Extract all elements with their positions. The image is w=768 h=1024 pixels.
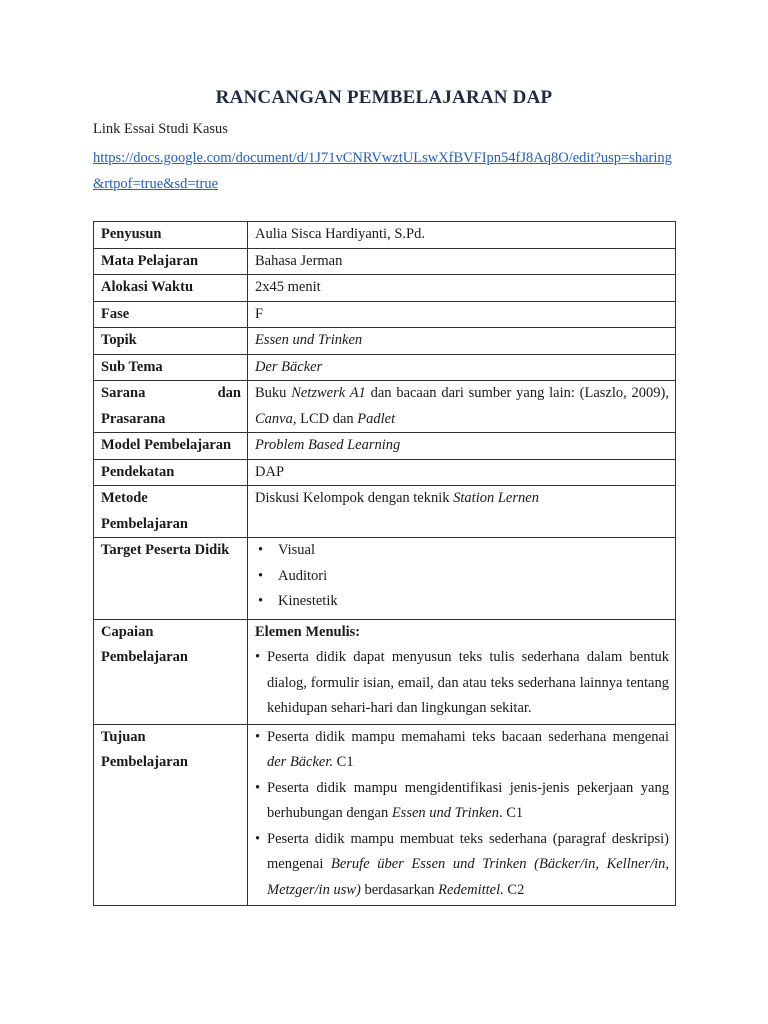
row-value bbox=[248, 724, 676, 906]
table-row bbox=[94, 301, 676, 328]
list-item bbox=[255, 645, 669, 722]
text-run: Peserta didik mampu mengidentifikasi jenis-jenis pekerjaan yang berhubungan dengan bbox=[267, 779, 669, 821]
tujuan-list bbox=[255, 725, 669, 904]
text-run: Peserta didik mampu memahami teks bacaan sederhana mengenai bbox=[267, 728, 669, 745]
row-value bbox=[248, 486, 676, 538]
label-part: Prasarana bbox=[101, 410, 166, 427]
text-run: der Bäcker. bbox=[267, 754, 334, 770]
text-run: LCD dan bbox=[296, 410, 358, 427]
text-run: berdasarkan bbox=[360, 881, 439, 898]
row-label: Mata Pelajaran bbox=[94, 248, 248, 275]
list-item: • Auditori bbox=[255, 564, 669, 590]
row-label: Pendekatan bbox=[94, 459, 248, 486]
page-title: RANCANGAN PEMBELAJARAN DAP bbox=[215, 87, 553, 108]
text-run: Problem Based Learning bbox=[255, 437, 401, 453]
target-list bbox=[255, 538, 669, 615]
row-value: Bahasa Jerman bbox=[248, 248, 676, 275]
label-part: Pembelajaran bbox=[101, 754, 188, 770]
list-item bbox=[255, 725, 669, 776]
capaian-heading: Elemen Menulis: bbox=[255, 623, 361, 640]
row-value: 2x45 menit bbox=[248, 275, 676, 302]
text-run: Padlet bbox=[357, 410, 396, 427]
text-run: Station Lernen bbox=[453, 490, 539, 506]
table-row bbox=[94, 275, 676, 302]
table-row bbox=[94, 459, 676, 486]
table-row bbox=[94, 222, 676, 249]
list-item bbox=[255, 776, 669, 827]
label-part: Sarana bbox=[101, 385, 146, 401]
text-run: Canva, bbox=[255, 410, 297, 427]
row-label bbox=[94, 724, 248, 906]
label-part: Metode bbox=[101, 490, 148, 506]
row-value bbox=[248, 433, 676, 460]
list-item bbox=[255, 827, 669, 904]
text-run: dan bacaan dari sumber yang lain: (Laszlo, 2009), bbox=[365, 385, 669, 401]
row-label bbox=[94, 486, 248, 538]
text-run: . C1 bbox=[498, 805, 524, 821]
text-run: Netzwerk A1 bbox=[291, 385, 366, 401]
text-run: Diskusi Kelompok dengan teknik bbox=[255, 490, 454, 506]
table-row bbox=[94, 328, 676, 355]
table-row bbox=[94, 381, 676, 433]
row-label: Fase bbox=[94, 301, 248, 328]
row-value: Aulia Sisca Hardiyanti, S.Pd. bbox=[248, 222, 676, 249]
capaian-list bbox=[255, 645, 669, 722]
text-run: Redemittel. bbox=[438, 881, 504, 898]
list-item: • Kinestetik bbox=[255, 589, 669, 615]
row-value: F bbox=[248, 301, 676, 328]
row-label: Target Peserta Didik bbox=[94, 538, 248, 620]
row-label: Penyusun bbox=[94, 222, 248, 249]
row-label: Alokasi Waktu bbox=[94, 275, 248, 302]
row-value bbox=[248, 354, 676, 381]
table-row bbox=[94, 433, 676, 460]
row-value bbox=[248, 381, 676, 433]
row-value: DAP bbox=[248, 459, 676, 486]
label-part: Pembelajaran bbox=[101, 649, 188, 665]
table-row bbox=[94, 538, 676, 620]
row-label: Topik bbox=[94, 328, 248, 355]
label-part: dan bbox=[217, 385, 241, 401]
text-run: Buku bbox=[255, 385, 292, 401]
row-label: Model Pembelajaran bbox=[94, 433, 248, 460]
row-label: Sub Tema bbox=[94, 354, 248, 381]
table-row bbox=[94, 248, 676, 275]
label-part: Tujuan bbox=[101, 728, 146, 745]
topik-value: Essen und Trinken bbox=[255, 332, 363, 348]
table-row bbox=[94, 724, 676, 906]
subtema-value: Der Bäcker bbox=[255, 358, 323, 375]
row-value bbox=[248, 619, 676, 724]
table-row bbox=[94, 354, 676, 381]
text-run: C2 bbox=[503, 881, 525, 898]
table-row bbox=[94, 486, 676, 538]
row-value bbox=[248, 538, 676, 620]
text-run: Peserta didik dapat menyusun teks tulis sederhana dalam bentuk dialog, formulir isian, email, dan atau teks sederhana lainnya tentang kehidupan sehari-hari dan lingkungan sekitar. bbox=[267, 649, 669, 716]
row-label bbox=[94, 381, 248, 433]
text-run: Peserta didik mampu membuat teks sederhana (paragraf deskripsi) mengenai bbox=[267, 830, 669, 872]
list-item: • Visual bbox=[255, 538, 669, 564]
text-run: Essen und Trinken bbox=[391, 805, 499, 821]
table-row bbox=[94, 619, 676, 724]
label-part: Pembelajaran bbox=[101, 515, 188, 532]
label-part: Capaian bbox=[101, 623, 154, 640]
lesson-plan-table bbox=[93, 221, 676, 906]
essay-link[interactable]: https://docs.google.com/document/d/1J71vCNRVwztULswXfBVFIpn54fJ8Aq8O/edit?usp=sharing&rtpof=true&sd=true bbox=[93, 150, 672, 192]
text-run: Berufe über Essen und Trinken (Bäcker/in, Kellner/in, Metzger/in usw) bbox=[267, 856, 669, 898]
row-label bbox=[94, 619, 248, 724]
text-run: C1 bbox=[333, 754, 354, 770]
link-label: Link Essai Studi Kasus bbox=[93, 121, 228, 137]
row-value bbox=[248, 328, 676, 355]
